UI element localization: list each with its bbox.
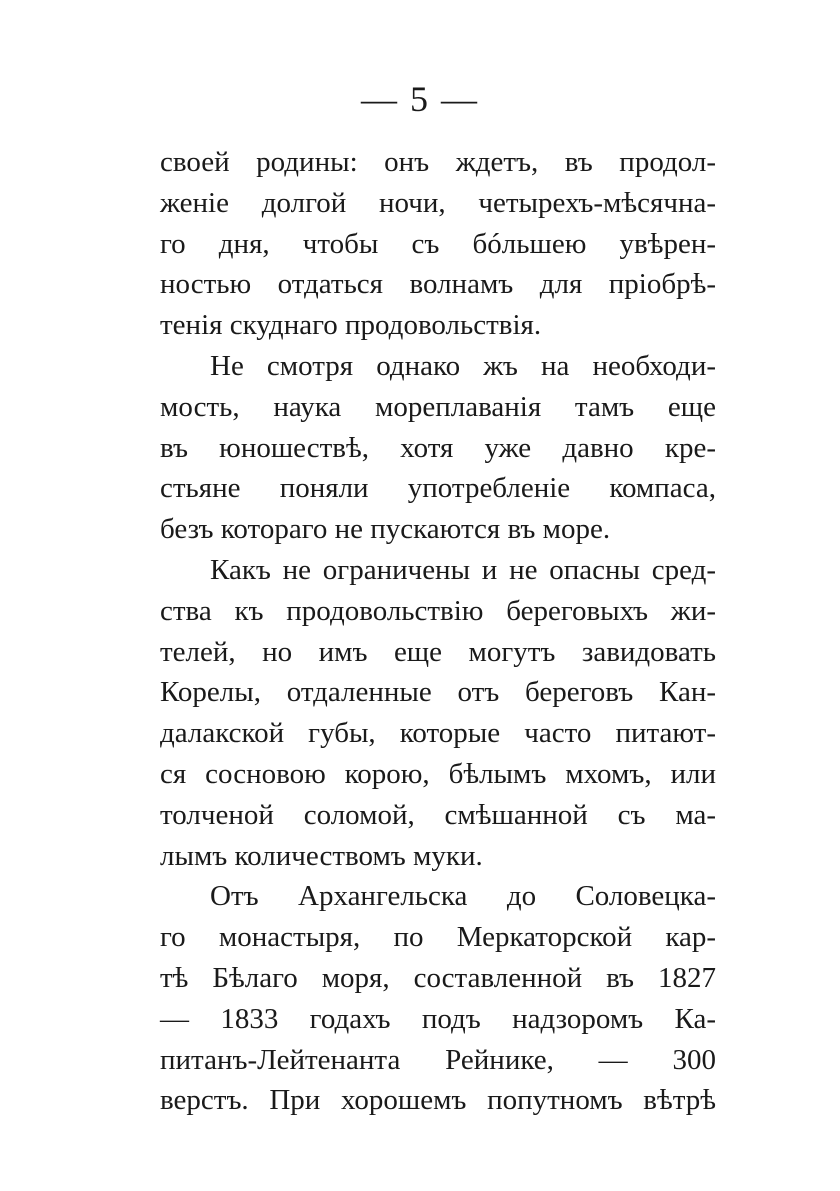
paragraph-first-line: Не смотря однако жъ на необходи- [210,349,716,382]
paragraph-first-line: Отъ Архангельска до Соловецка- [210,880,716,913]
text-line: го дня, чтобы съ бóльшею увѣрен- [160,227,716,260]
text-line: женіе долгой ночи, четырехъ-мѣсячна- [160,186,716,219]
text-line: безъ котораго не пускаются въ море. [160,513,611,546]
text-line: далакской губы, которые часто питают- [160,717,716,750]
text-line: стьяне поняли употребленіе компаса, [160,472,716,505]
text-line: въ юношествѣ, хотя уже давно кре- [160,431,716,464]
text-line: лымъ количествомъ муки. [160,839,483,872]
text-line: верстъ. При хорошемъ попутномъ вѣтрѣ [160,1084,716,1117]
paragraph-first-line: Какъ не ограничены и не опасны сред- [210,553,716,586]
text-line: — 1833 годахъ подъ надзоромъ Ка- [160,1002,716,1035]
text-line: питанъ-Лейтенанта Рейнике, — 300 [160,1043,716,1076]
text-line: го монастыря, по Меркаторской кар- [160,921,716,954]
text-line: ства къ продовольствію береговыхъ жи- [160,594,716,627]
text-line: мость, наука мореплаванія тамъ еще [160,390,716,423]
text-line: толченой соломой, смѣшанной съ ма- [160,798,716,831]
body-text [160,142,716,1121]
text-line: Корелы, отдаленные отъ береговъ Кан- [160,676,716,709]
text-line: ся сосновою корою, бѣлымъ мхомъ, или [160,757,716,790]
text-line: тенія скуднаго продовольствія. [160,309,542,342]
text-line: телей, но имъ еще могутъ завидовать [160,635,716,668]
page-number: — 5 — [361,79,479,119]
text-line: тѣ Бѣлаго моря, составленной въ 1827 [160,961,716,994]
text-line: ностью отдаться волнамъ для пріобрѣ- [160,268,716,301]
text-line: своей родины: онъ ждетъ, въ продол- [160,146,716,178]
